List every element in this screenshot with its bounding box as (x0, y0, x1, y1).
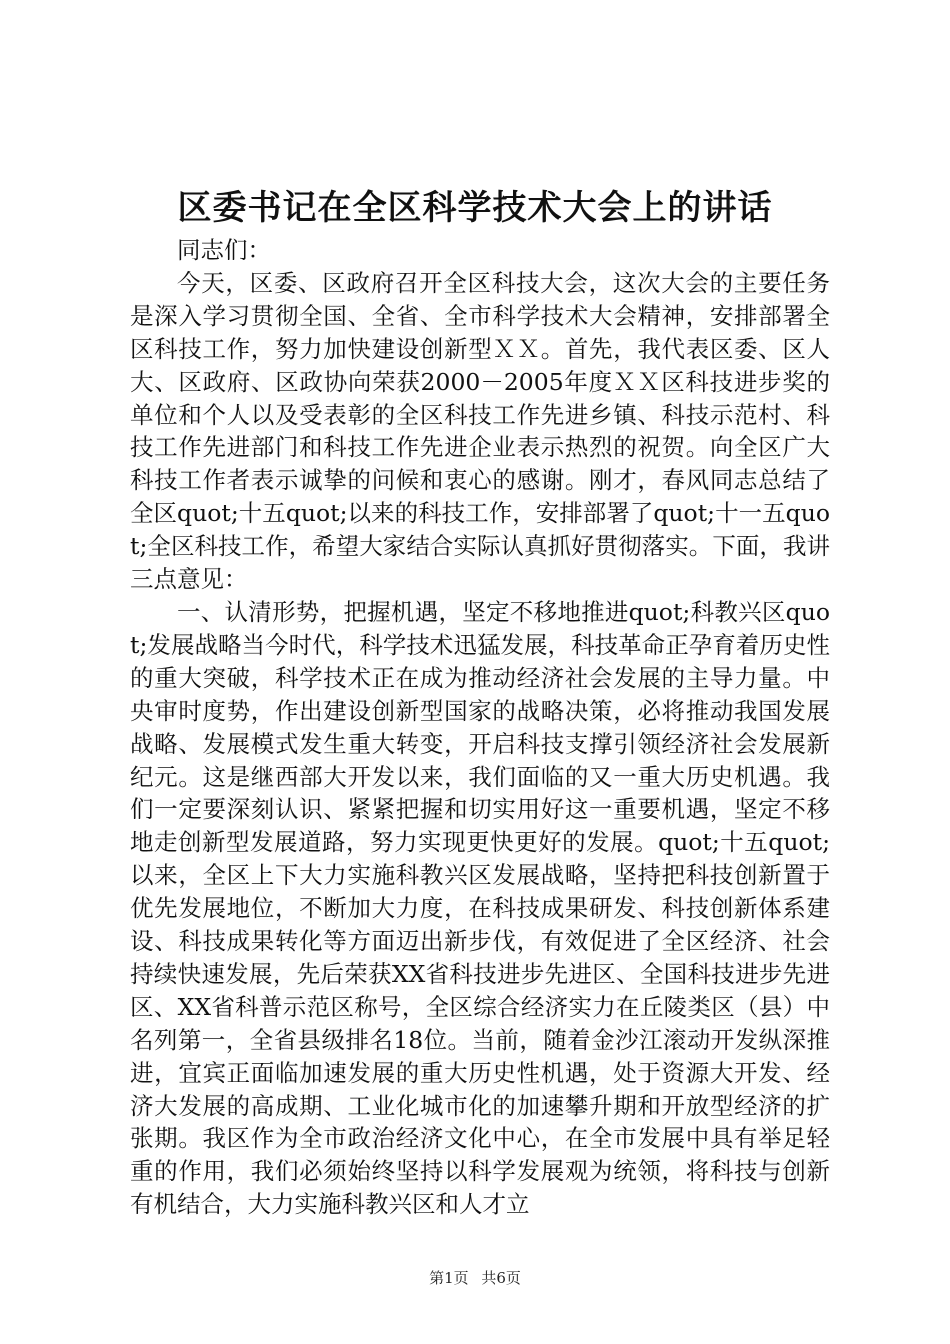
section-one-paragraph: 一、认清形势，把握机遇，坚定不移地推进quot;科教兴区quot;发展战略当今时代，科学技术迅猛发展，科技革命正孕育着历史性的重大突破，科学技术正在成为推动经济社会发展的主导力量。中央审时度势，作出建设创新型国家的战略决策，必将推动我国发展战略、发展模式发生重大转变，开启科技支撑引领经济社会发展新纪元。这是继西部大开发以来，我们面临的又一重大历史机遇。我们一定要深刻认识、紧紧把握和切实用好这一重要机遇，坚定不移地走创新型发展道路，努力实现更快更好的发展。quot;十五quot;以来，全区上下大力实施科教兴区发展战略，坚持把科技创新置于优先发展地位，不断加大力度，在科技成果研发、科技创新体系建设、科技成果转化等方面迈出新步伐，有效促进了全区经济、社会持续快速发展，先后荣获XX省科技进步先进区、全国科技进步先进区、XX省科普示范区称号，全区综合经济实力在丘陵类区（县）中名列第一，全省县级排名18位。当前，随着金沙江滚动开发纵深推进，宜宾正面临加速发展的重大历史性机遇，处于资源大开发、经济大发展的高成期、工业化城市化的加速攀升期和开放型经济的扩张期。我区作为全市政治经济文化中心，在全市发展中具有举足轻重的作用，我们必须始终坚持以科学发展观为统领，将科技与创新有机结合，大力实施科教兴区和人才立 (130, 597, 830, 1219)
page-total: 共6页 (481, 1269, 521, 1287)
salutation-paragraph: 同志们： (177, 236, 271, 264)
document-title: 区委书记在全区科学技术大会上的讲话 (177, 188, 773, 228)
page-number: 第1页 (429, 1269, 469, 1287)
intro-paragraph: 今天，区委、区政府召开全区科技大会，这次大会的主要任务是深入学习贯彻全国、全省、全市科学技术大会精神，安排部署全区科技工作，努力加快建设创新型ＸＸ。首先，我代表区委、区人大、区政府、区政协向荣获2000－2005年度ＸＸ区科技进步奖的单位和个人以及受表彰的全区科技工作先进乡镇、科技示范村、科技工作先进部门和科技工作先进企业表示热烈的祝贺。向全区广大科技工作者表示诚挚的问候和衷心的感谢。刚才，春风同志总结了全区quot;十五quot;以来的科技工作，安排部署了quot;十一五quot;全区科技工作，希望大家结合实际认真抓好贯彻落实。下面，我讲三点意见： (130, 268, 830, 594)
page-footer (0, 1268, 950, 1288)
document-body (130, 234, 830, 1221)
